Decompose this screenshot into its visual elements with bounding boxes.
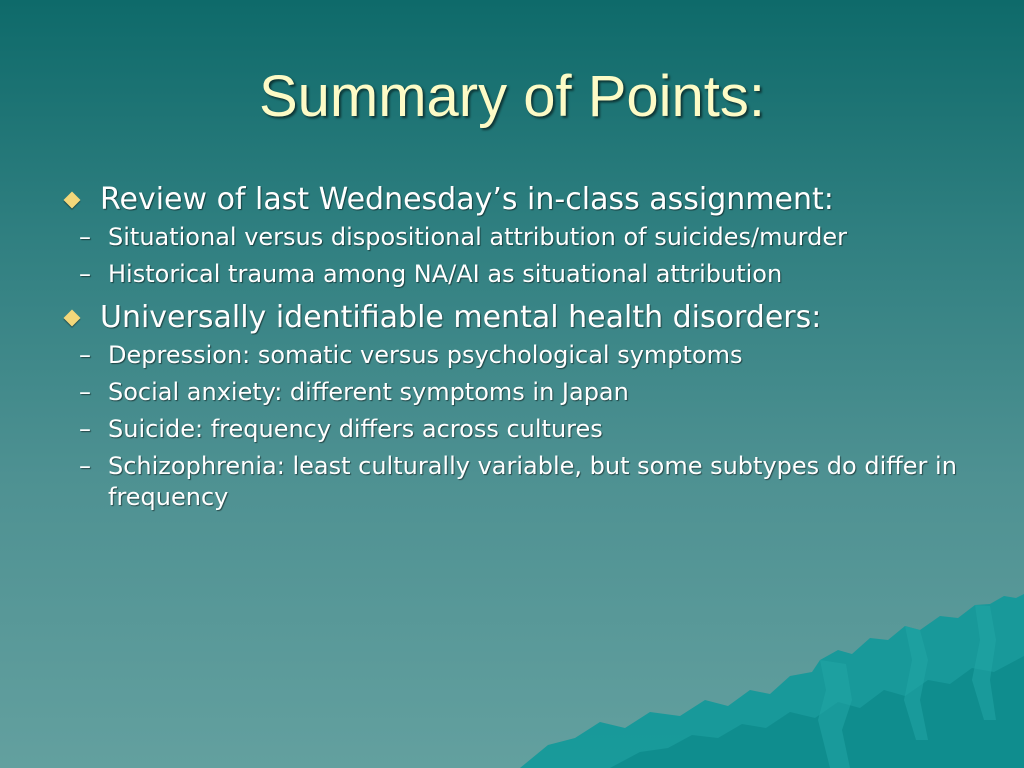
sub-bullet-item (62, 259, 972, 290)
bullet-item-review (62, 180, 972, 220)
sub-bullet-item (62, 377, 972, 408)
sub-bullet-list (62, 340, 972, 513)
dash-marker: – (79, 452, 91, 480)
sub-bullet-item (62, 340, 972, 371)
dash-marker: – (79, 341, 91, 369)
dash-marker: – (79, 260, 91, 288)
dash-marker: – (79, 378, 91, 406)
sub-bullet-text: Social anxiety: different symptoms in Japan (108, 378, 629, 406)
sub-bullet-text: Schizophrenia: least culturally variable, but some subtypes do differ in frequency (108, 452, 957, 511)
dash-marker: – (79, 223, 91, 251)
bullet-item-disorders (62, 298, 972, 338)
sub-bullet-item (62, 414, 972, 445)
sub-bullet-text: Depression: somatic versus psychological symptoms (108, 341, 743, 369)
dash-marker: – (79, 415, 91, 443)
diamond-bullet-icon (64, 192, 81, 209)
bullet-text: Universally identifiable mental health disorders: (100, 300, 822, 335)
sub-bullet-text: Suicide: frequency differs across cultures (108, 415, 603, 443)
sub-bullet-item (62, 222, 972, 253)
sub-bullet-text: Situational versus dispositional attribution of suicides/murder (108, 223, 847, 251)
sub-bullet-text: Historical trauma among NA/AI as situational attribution (108, 260, 783, 288)
bullet-text: Review of last Wednesday’s in-class assignment: (100, 182, 834, 217)
slide-body (62, 180, 972, 521)
slide-title: Summary of Points: (258, 64, 766, 129)
sub-bullet-list (62, 222, 972, 290)
diamond-bullet-icon (64, 310, 81, 327)
sub-bullet-item (62, 451, 972, 513)
